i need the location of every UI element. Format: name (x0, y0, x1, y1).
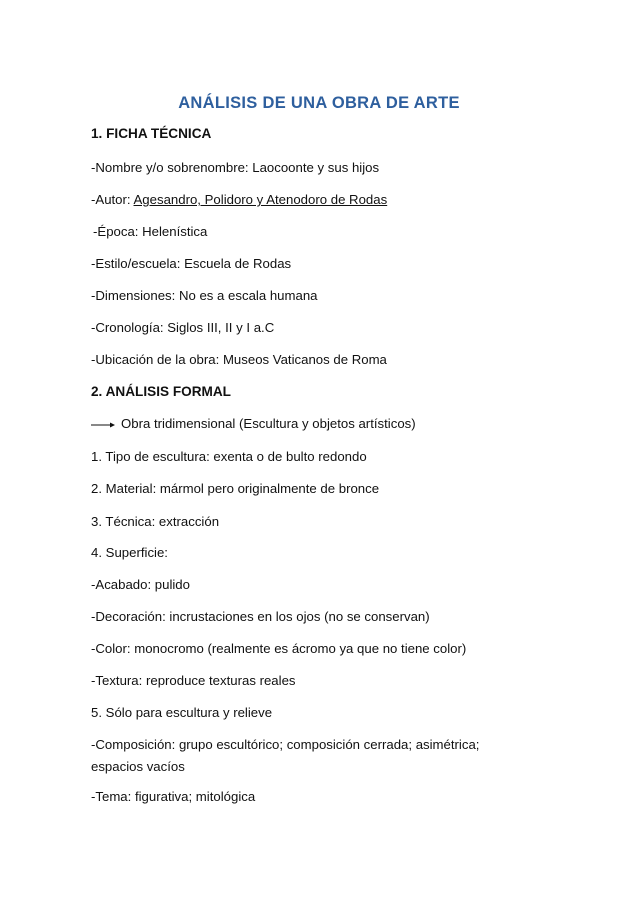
field-cronologia: -Cronología: Siglos III, II y I a.C (91, 320, 275, 335)
field-autor-label: -Autor: (91, 192, 134, 207)
field-tema: -Tema: figurativa; mitológica (91, 789, 256, 804)
field-dimensiones: -Dimensiones: No es a escala humana (91, 288, 318, 303)
field-autor (91, 192, 387, 208)
field-solo-escultura: 5. Sólo para escultura y relieve (91, 705, 273, 720)
field-ubicacion: -Ubicación de la obra: Museos Vaticanos de Roma (91, 352, 387, 367)
field-textura: -Textura: reproduce texturas reales (91, 673, 296, 688)
field-tipo: 1. Tipo de escultura: exenta o de bulto redondo (91, 449, 367, 464)
field-decoracion: -Decoración: incrustaciones en los ojos (no se conservan) (91, 609, 430, 624)
field-tecnica: 3. Técnica: extracción (91, 514, 220, 529)
field-obra-text: Obra tridimensional (Escultura y objetos artísticos) (121, 416, 416, 431)
field-obra-tridimensional (91, 416, 416, 432)
field-composicion: -Composición: grupo escultórico; composición cerrada; asimétrica; espacios vacíos (91, 737, 480, 774)
field-material: 2. Material: mármol pero originalmente de bronce (91, 481, 380, 496)
section-heading-ficha-tecnica: 1. FICHA TÉCNICA (91, 126, 212, 141)
field-estilo: -Estilo/escuela: Escuela de Rodas (91, 256, 292, 271)
field-autor-value: Agesandro, Polidoro y Atenodoro de Rodas (133, 192, 388, 207)
field-acabado: -Acabado: pulido (91, 577, 190, 592)
field-superficie: 4. Superficie: (91, 545, 168, 560)
document-title: ANÁLISIS DE UNA OBRA DE ARTE (178, 94, 460, 112)
field-nombre: -Nombre y/o sobrenombre: Laocoonte y sus hijos (91, 160, 380, 175)
field-epoca: -Época: Helenística (93, 224, 208, 239)
field-color: -Color: monocromo (realmente es ácromo ya que no tiene color) (91, 641, 467, 656)
right-arrow-icon (91, 420, 115, 430)
section-heading-analisis-formal: 2. ANÁLISIS FORMAL (91, 384, 231, 399)
